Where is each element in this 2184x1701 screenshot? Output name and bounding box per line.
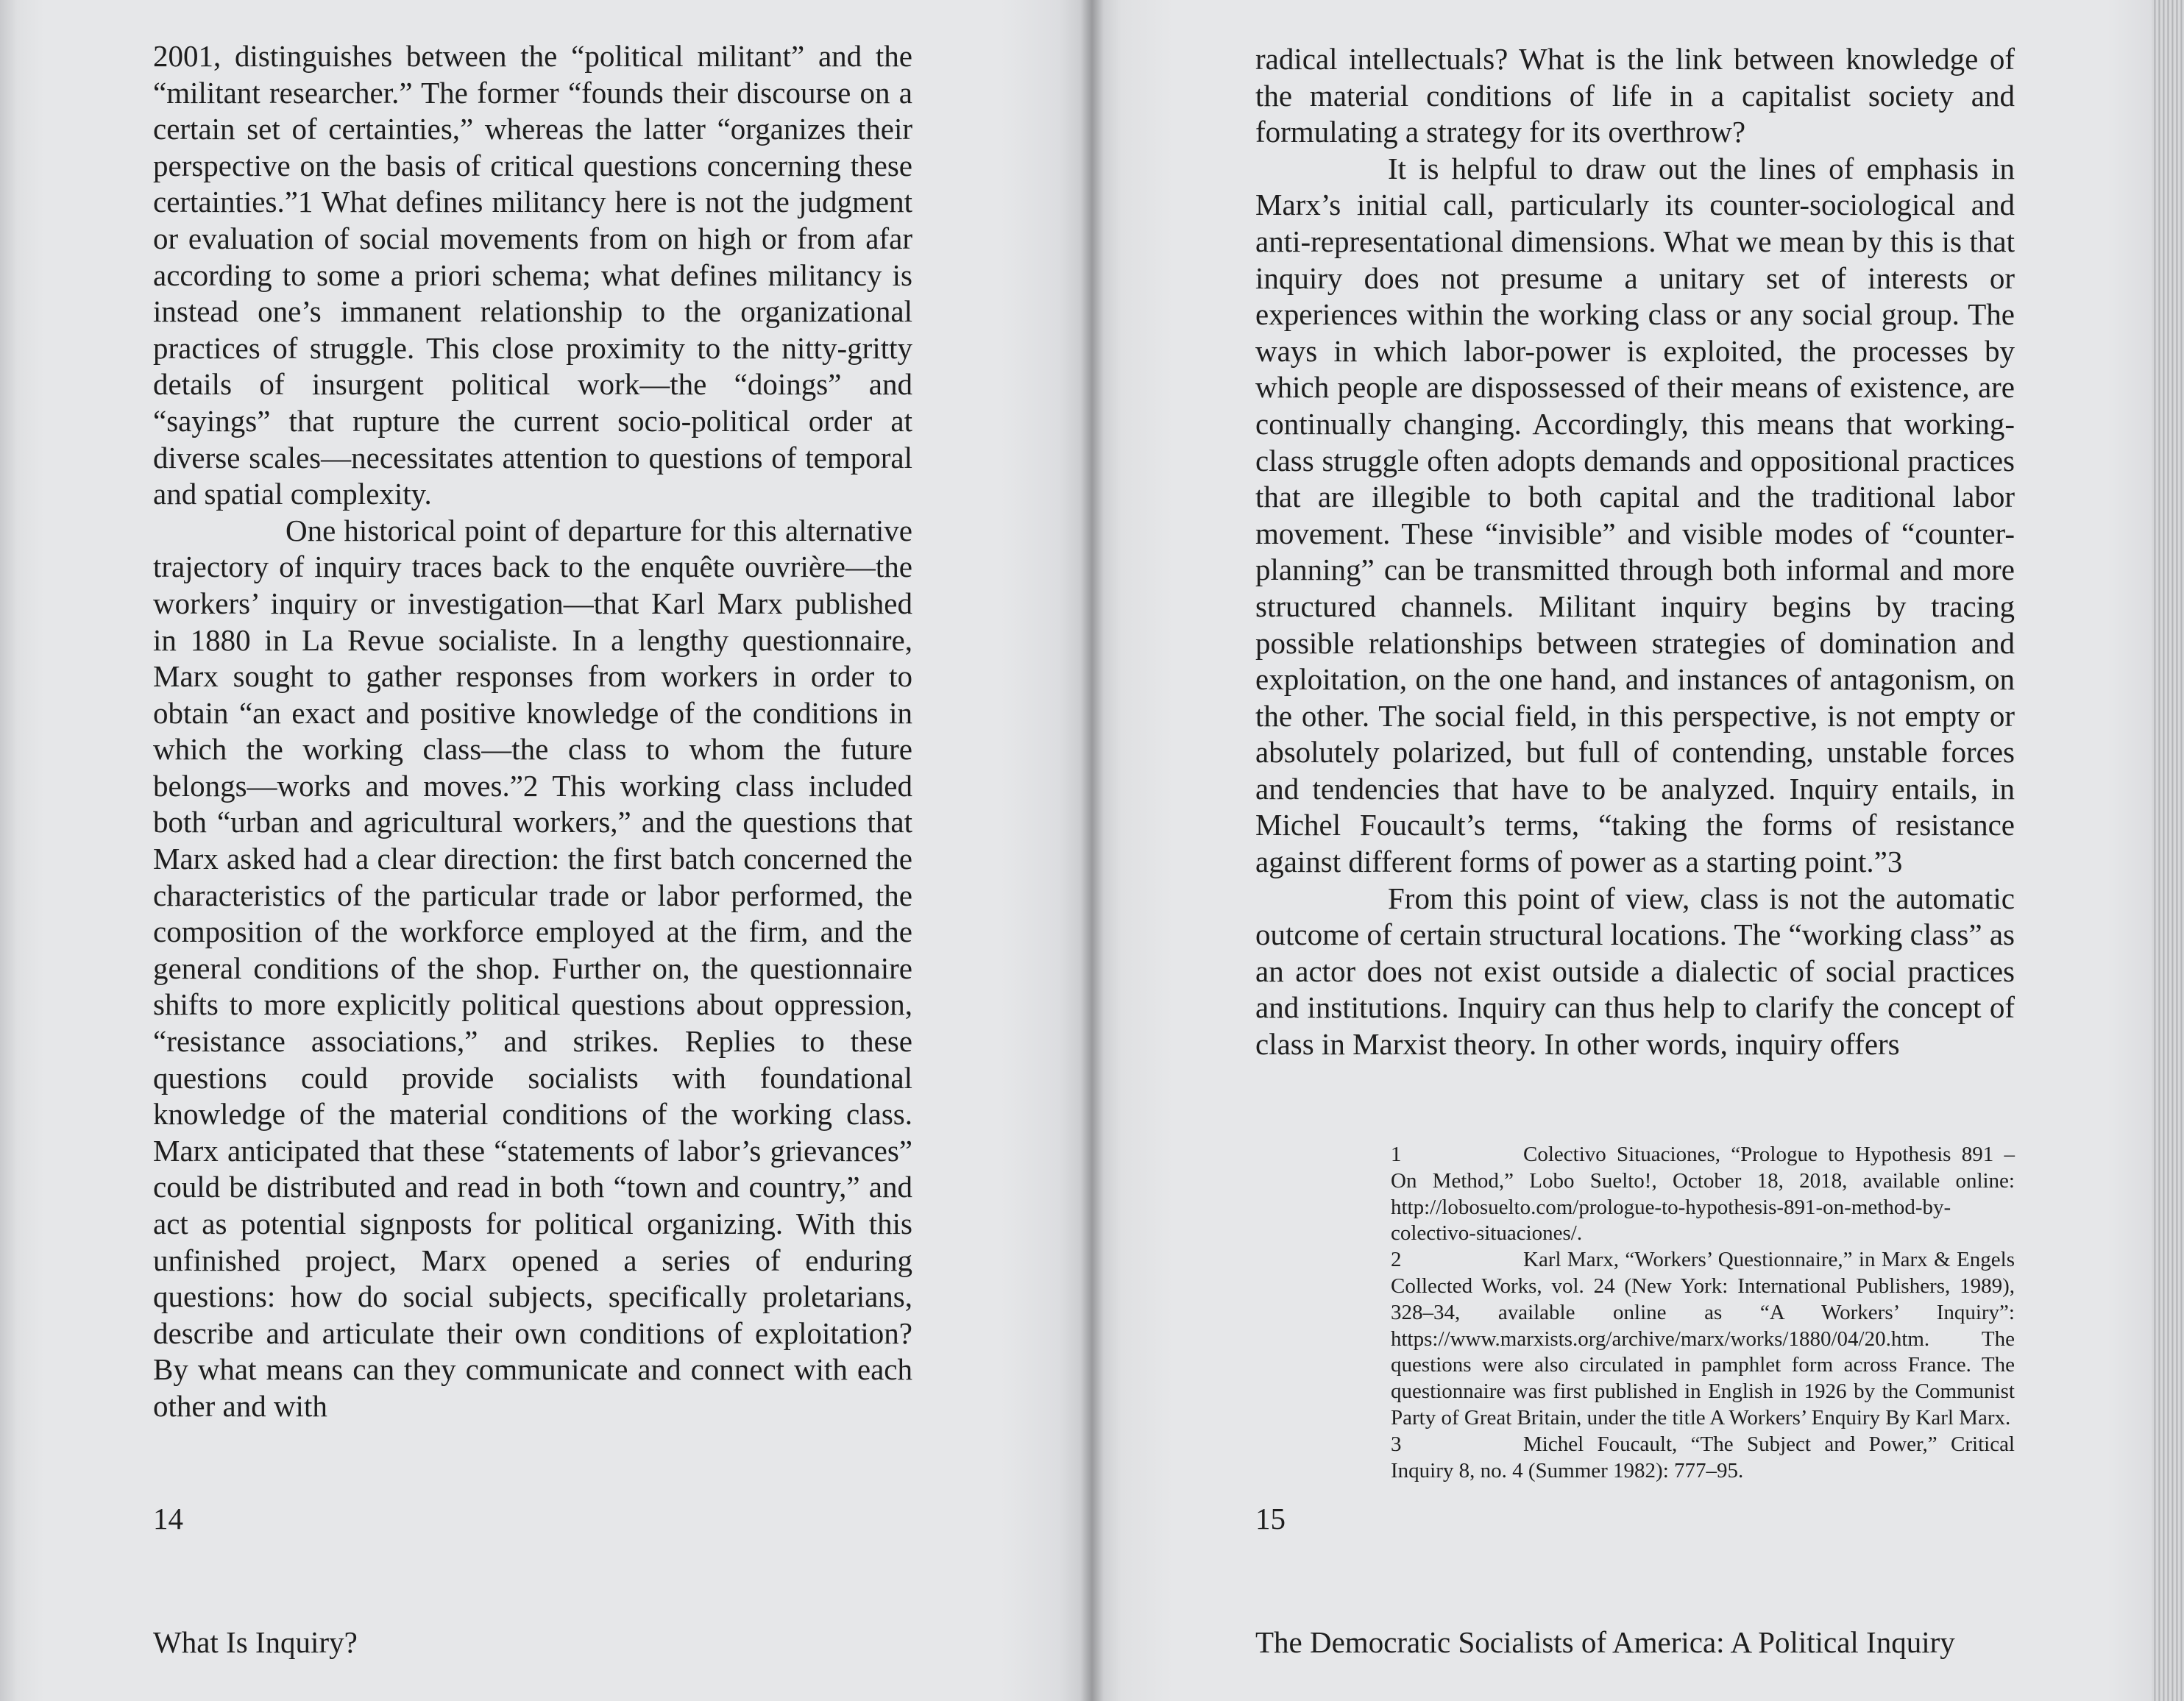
running-head-right: The Democratic Socialists of America: A Political Inquiry <box>1255 1625 1955 1659</box>
left-page-body <box>153 38 912 1425</box>
right-paragraph-2: It is helpful to draw out the lines of emphasis in Marx’s initial call, particularly its counter-sociological and anti-representational dimensions. What we mean by this is that inquiry does not presume a unitary set of interests or experiences within the working class or any social group. The ways in which labor-power is exploited, the processes by which people are dispossessed of their means of existence, are continually changing. Accordingly, this means that working-class struggle often adopts demands and oppositional practices that are illegible to both capital and the traditional labor movement. These “invisible” and visible modes of “counter-planning” can be transmitted through both informal and more structured channels. Militant inquiry begins by tracing possible relationships between strategies of domination and exploitation, on the one hand, and instances of antagonism, on the other. The social field, in this perspective, is not empty or absolutely polarized, but full of contending, unstable forces and tendencies that have to be analyzed. Inquiry entails, in Michel Foucault’s terms, “taking the forms of resistance against different forms of power as a starting point.”3 <box>1255 151 2015 879</box>
page-number-right: 15 <box>1255 1502 1286 1535</box>
book-gutter <box>1080 0 1104 1701</box>
footnote-text: Michel Foucault, “The Subject and Power,” Critical Inquiry 8, no. 4 (Summer 1982): 777–95. <box>1391 1432 2015 1482</box>
footnote-1 <box>1391 1142 2015 1247</box>
footnote-text: Colectivo Situaciones, “Prologue to Hypothesis 891 – On Method,” Lobo Suelto!, October 18, 2018, available online: http://lobosuelto.com/prologue-to-hypothesis-891-on-method-by-colectivo-situaciones/. <box>1391 1143 2015 1246</box>
footnotes <box>1391 1142 2015 1484</box>
footnote-number: 3 <box>1391 1432 1402 1456</box>
right-paragraph-1: radical intellectuals? What is the link between knowledge of the material conditions of life in a capitalist society and formulating a strategy for its overthrow? <box>1255 42 2015 149</box>
running-head-left: What Is Inquiry? <box>153 1625 358 1659</box>
left-paragraph-2: One historical point of departure for this alternative trajectory of inquiry traces back to the enquête ouvrière—the workers’ inquiry or investigation—that Karl Marx published in 1880 in La Revue socialiste. In a lengthy questionnaire, Marx sought to gather responses from workers in order to obtain “an exact and positive knowledge of the conditions in which the working class—the class to whom the future belongs—works and moves.”2 This working class included both “urban and agricultural workers,” and the questions that Marx asked had a clear direction: the first batch concerned the characteristics of the particular trade or labor performed, the composition of the workforce employed at the firm, and the general conditions of the shop. Further on, the questionnaire shifts to more explicitly political questions about oppression, “resistance associations,” and strikes. Replies to these questions could provide socialists with foundational knowledge of the material conditions of the working class. Marx anticipated that these “statements of labor’s grievances” could be distributed and read in both “town and country,” and act as potential signposts for political organizing. With this unfinished project, Marx opened a series of enduring questions: how do social subjects, specifically proletarians, describe and articulate their own conditions of exploitation? By what means can they communicate and connect with each other and with <box>153 513 912 1423</box>
footnote-number: 2 <box>1391 1248 1402 1272</box>
page-number-left: 14 <box>153 1502 183 1535</box>
left-paragraph-1: 2001, distinguishes between the “political militant” and the “militant researcher.” The former “founds their discourse on a certain set of certainties,” whereas the latter “organizes their perspective on the basis of critical questions concerning these certainties.”1 What defines militancy here is not the judgment or evaluation of social movements from on high or from afar according to some a priori schema; what defines militancy is instead one’s immanent relationship to the organizational practices of struggle. This close proximity to the nitty-gritty details of insurgent political work—the “doings” and “sayings” that rupture the current socio-political order at diverse scales—necessitates attention to questions of temporal and spatial complexity. <box>153 39 912 511</box>
page-edges <box>2152 0 2184 1701</box>
footnote-2 <box>1391 1247 2015 1432</box>
footnote-text: Karl Marx, “Workers’ Questionnaire,” in Marx & Engels Collected Works, vol. 24 (New York: International Publishers, 1989), 328–34, available online as “A Workers’ Inquiry”: https://www.marxists.org/archive/marx/works/1880/04/20.htm. The questions were also circulated in pamphlet form across France. The questionnaire was first published in English in 1926 by the Communist Party of Great Britain, under the title A Workers’ Enquiry By Karl Marx. <box>1391 1248 2015 1430</box>
footnote-number: 1 <box>1391 1143 1402 1166</box>
right-paragraph-3: From this point of view, class is not the automatic outcome of certain structural locations. The “working class” as an actor does not exist outside a dialectic of social practices and institutions. Inquiry can thus help to clarify the concept of class in Marxist theory. In other words, inquiry offers <box>1255 881 2015 1062</box>
right-page-body <box>1255 41 2015 1063</box>
footnote-3 <box>1391 1432 2015 1485</box>
